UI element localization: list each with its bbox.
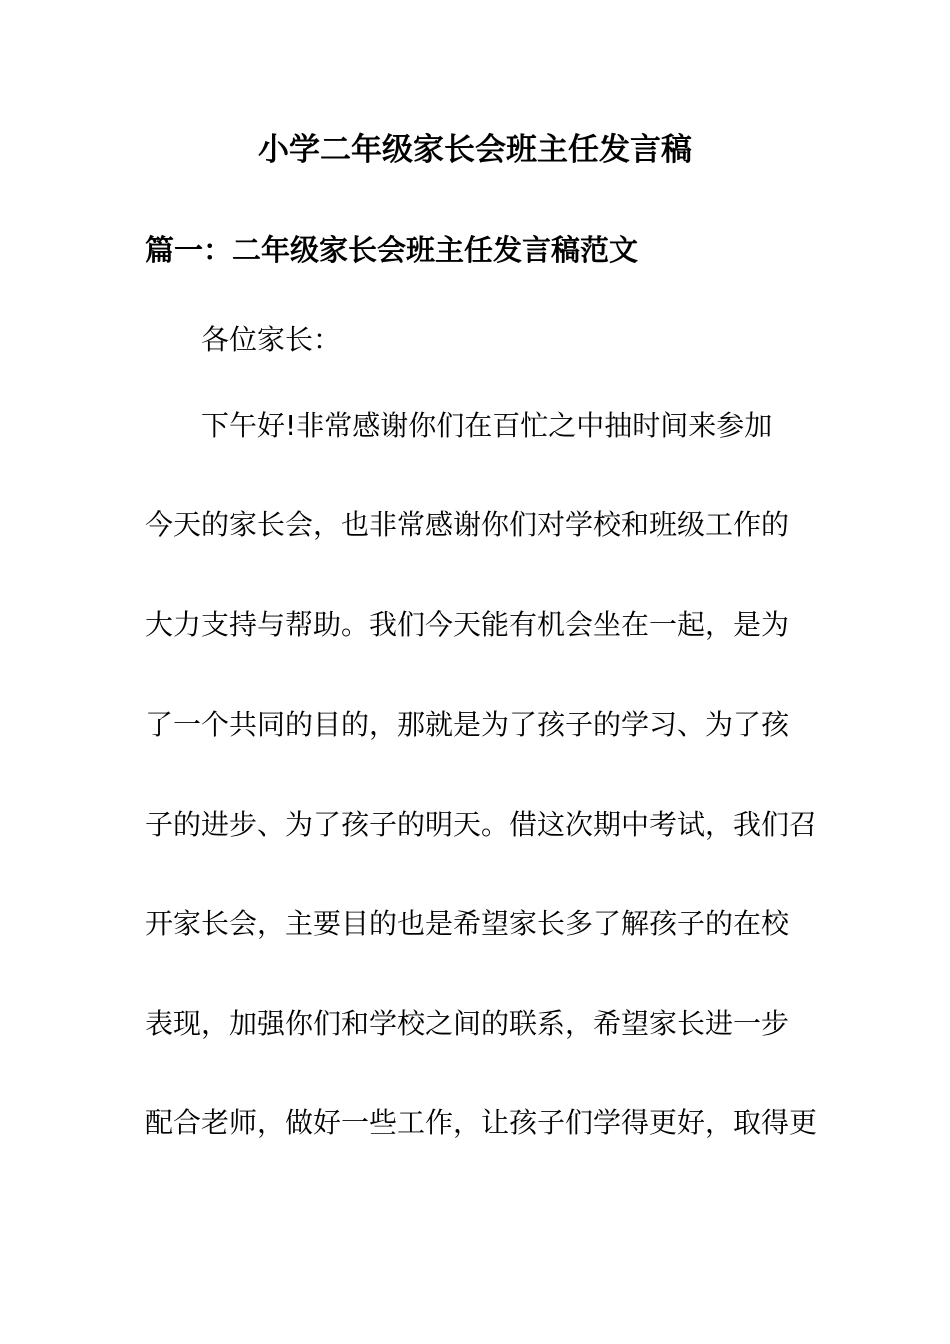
body-line: 子的进步、为了孩子的明天。借这次期中考试，我们召: [145, 808, 818, 841]
body-line: 今天的家长会，也非常感谢你们对学校和班级工作的: [145, 508, 790, 541]
body-line: 下午好!非常感谢你们在百忙之中抽时间来参加: [201, 409, 773, 442]
body-line: 大力支持与帮助。我们今天能有机会坐在一起，是为: [145, 608, 790, 641]
body-line: 开家长会，主要目的也是希望家长多了解孩子的在校: [145, 907, 790, 940]
salutation: 各位家长：: [201, 323, 342, 356]
body-line: 表现，加强你们和学校之间的联系，希望家长进一步: [145, 1007, 790, 1040]
document-title: 小学二年级家长会班主任发言稿: [258, 132, 692, 168]
section-heading: 篇一：二年级家长会班主任发言稿范文: [145, 233, 639, 267]
body-line: 了一个共同的目的，那就是为了孩子的学习、为了孩: [145, 708, 790, 741]
body-line: 配合老师，做好一些工作，让孩子们学得更好，取得更: [145, 1106, 818, 1139]
